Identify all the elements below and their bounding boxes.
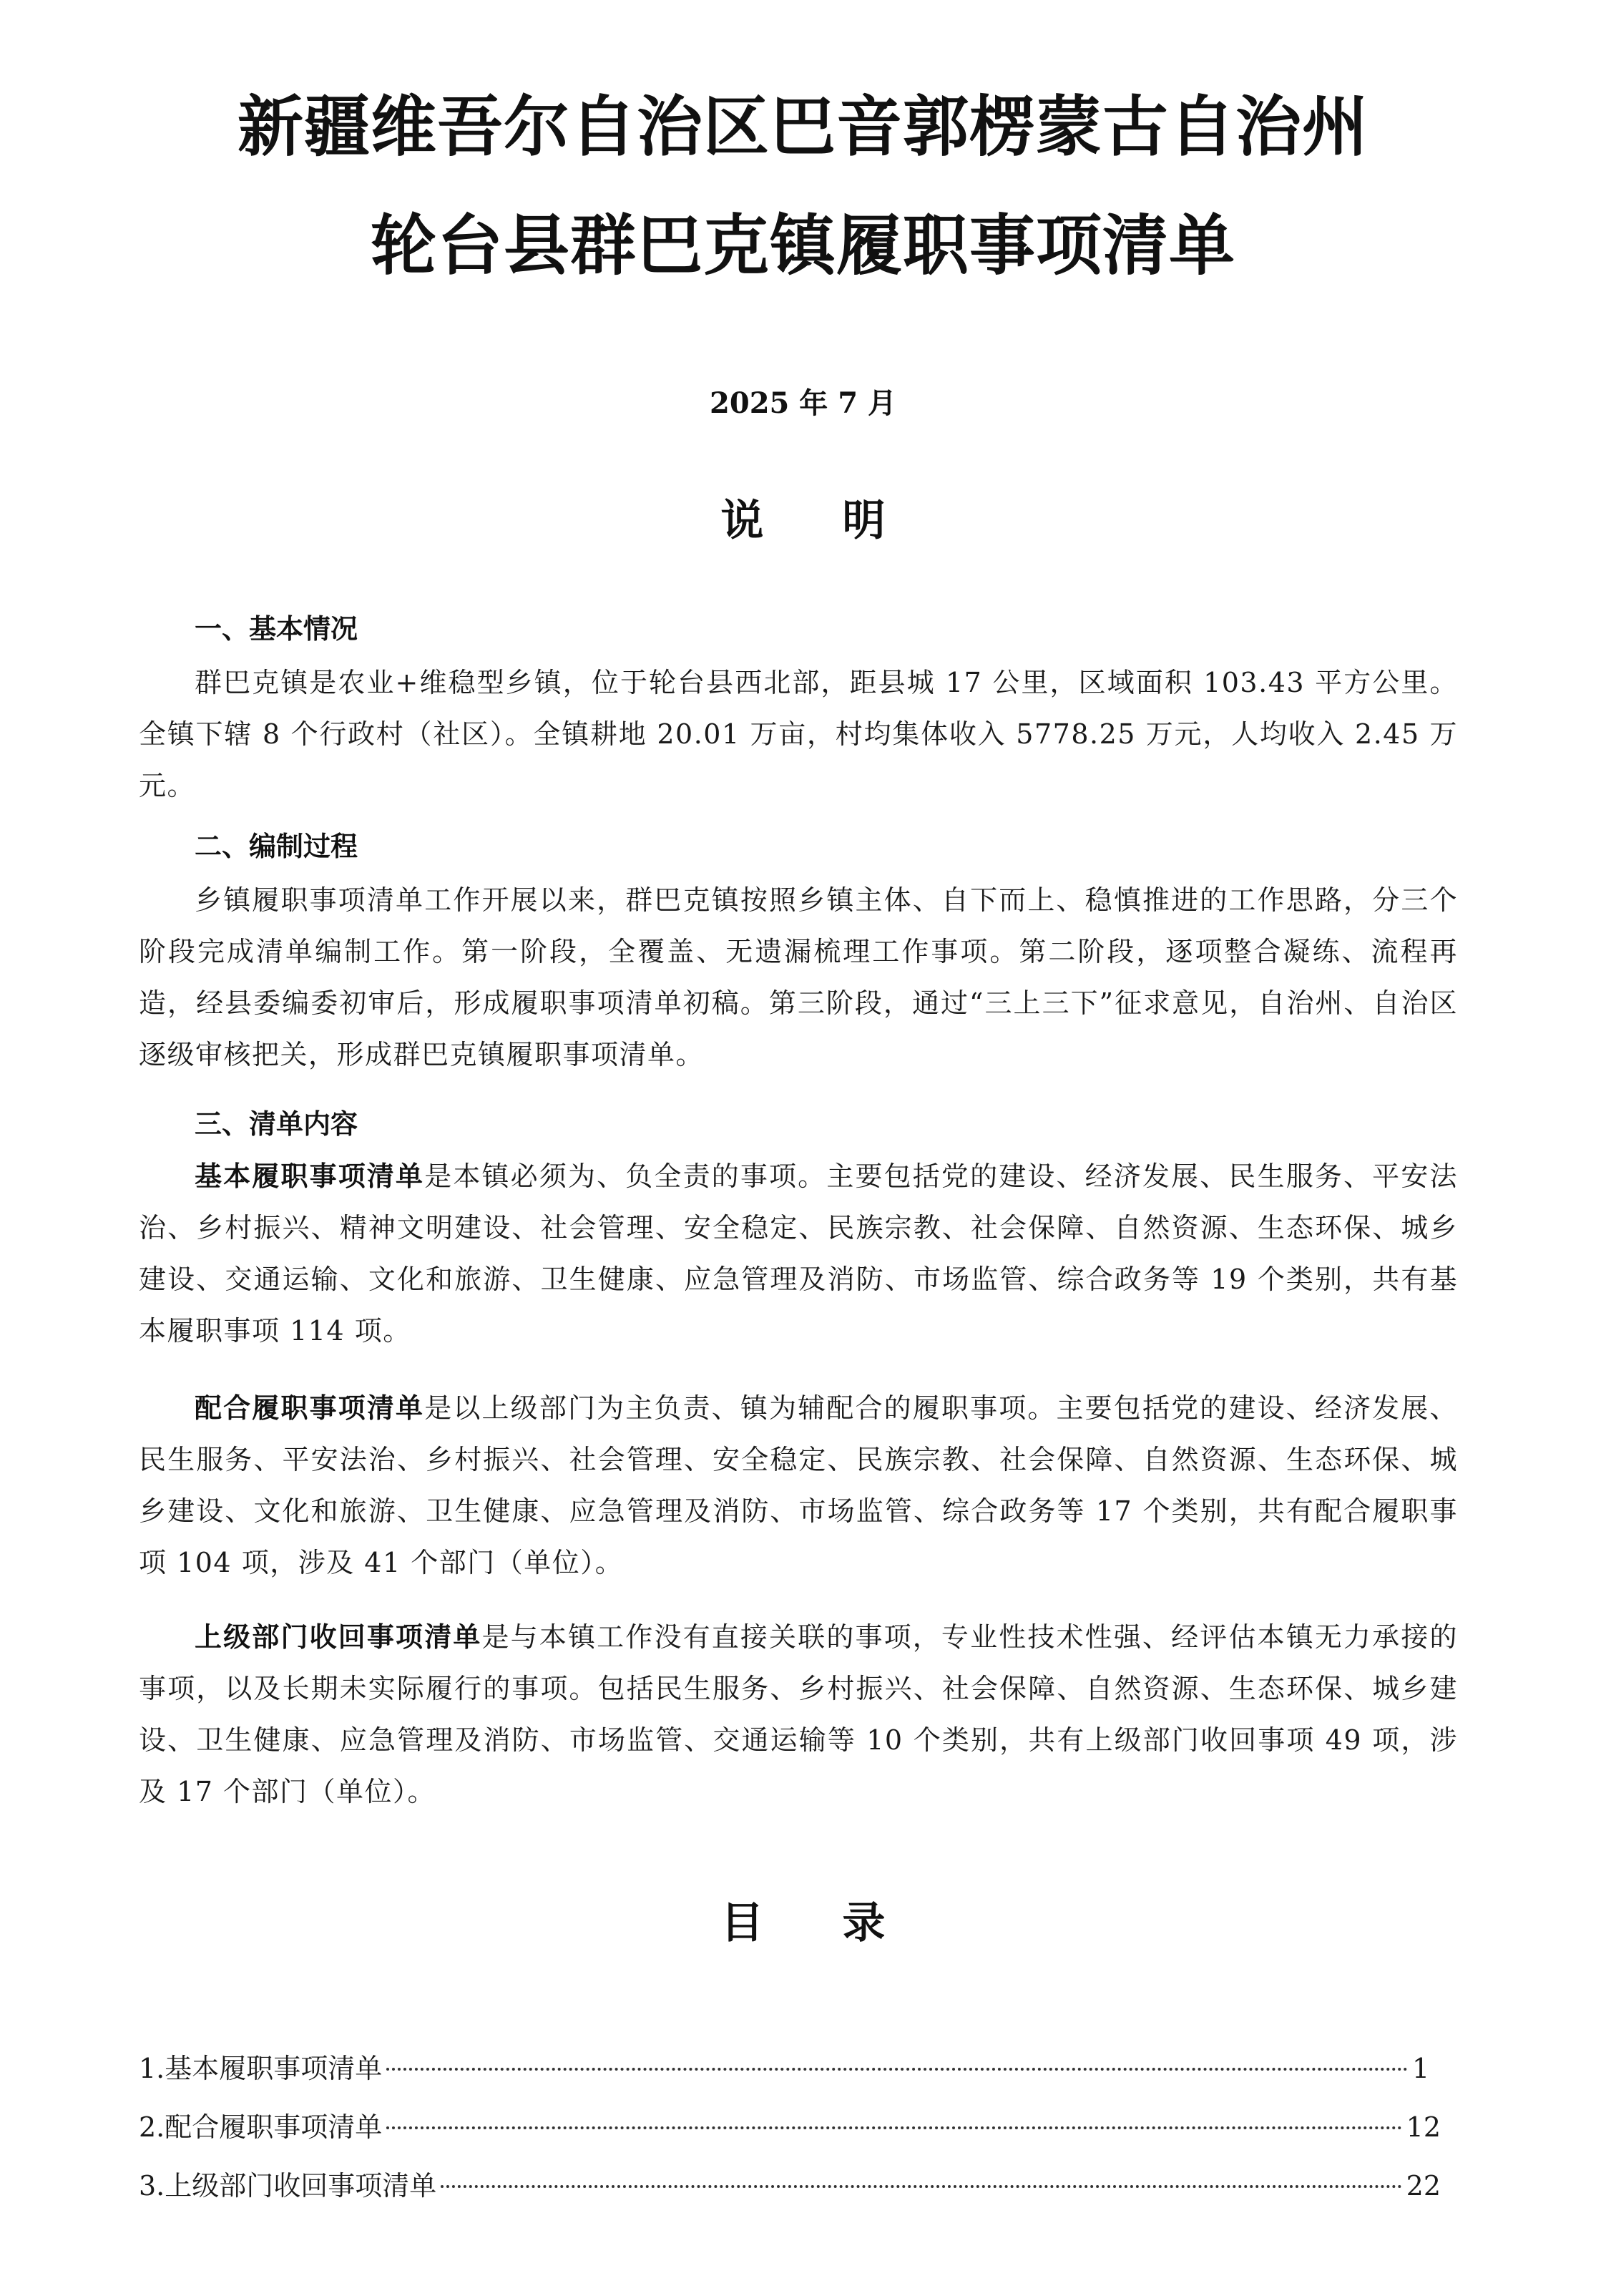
toc-leader-dots bbox=[386, 2068, 1408, 2071]
paragraph-cooperative-duties bbox=[139, 1382, 1458, 1588]
paragraph-recalled-items bbox=[139, 1611, 1458, 1817]
toc-item-page: 22 bbox=[1406, 2170, 1441, 2202]
section-heading-compilation-process: 二、编制过程 bbox=[195, 831, 358, 862]
toc-item[interactable] bbox=[139, 2164, 1441, 2202]
explanation-heading: 说明 bbox=[720, 496, 964, 546]
paragraph-lead-cooperative-duties: 配合履职事项清单 bbox=[195, 1392, 425, 1424]
toc-heading: 目录 bbox=[720, 1898, 964, 1948]
paragraph-text-cooperative-duties: 是以上级部门为主负责、镇为辅配合的履职事项。主要包括党的建设、经济发展、民生服务、平安法治、乡村振兴、社会管理、安全稳定、民族宗教、社会保障、自然资源、生态环保、城乡建设、文化和旅游、卫生健康、应急管理及消防、市场监管、综合政务等 17 个类别，共有配合履职事项 104 项，涉及 41 个部门（单位）。 bbox=[139, 1392, 1458, 1578]
paragraph-lead-recalled-items: 上级部门收回事项清单 bbox=[195, 1621, 482, 1653]
document-title-line-1: 新疆维吾尔自治区巴音郭楞蒙古自治州 bbox=[237, 89, 1368, 165]
toc-item-page: 12 bbox=[1406, 2111, 1441, 2143]
paragraph-lead-basic-duties: 基本履职事项清单 bbox=[195, 1161, 425, 1192]
toc-item[interactable] bbox=[139, 2105, 1441, 2141]
toc-item-label: 2.配合履职事项清单 bbox=[139, 2111, 383, 2143]
paragraph-text-basic-duties: 是本镇必须为、负全责的事项。主要包括党的建设、经济发展、民生服务、平安法治、乡村振兴、精神文明建设、社会管理、安全稳定、民族宗教、社会保障、自然资源、生态环保、城乡建设、交通运输、文化和旅游、卫生健康、应急管理及消防、市场监管、综合政务等 19 个类别，共有基本履职事项 114 项。 bbox=[139, 1161, 1458, 1347]
paragraph-basic-duties bbox=[139, 1151, 1458, 1357]
toc-item[interactable] bbox=[139, 2046, 1441, 2082]
toc-item-label: 1.基本履职事项清单 bbox=[139, 2053, 383, 2084]
document-title-line-2: 轮台县群巴克镇履职事项清单 bbox=[370, 207, 1235, 284]
paragraph-compilation-process: 乡镇履职事项清单工作开展以来，群巴克镇按照乡镇主体、自下而上、稳慎推进的工作思路，分三个阶段完成清单编制工作。第一阶段，全覆盖、无遗漏梳理工作事项。第二阶段，逐项整合凝练、流程再造，经县委编委初审后，形成履职事项清单初稿。第三阶段，通过“三上三下”征求意见，自治州、自治区逐级审核把关，形成群巴克镇履职事项清单。 bbox=[139, 884, 1458, 1070]
toc-item-label: 3.上级部门收回事项清单 bbox=[139, 2170, 437, 2202]
section-heading-basic-situation: 一、基本情况 bbox=[195, 613, 358, 645]
toc-item-page: 1 bbox=[1412, 2053, 1430, 2084]
toc-leader-dots bbox=[386, 2126, 1401, 2129]
document-date: 2025 年 7 月 bbox=[710, 386, 896, 420]
paragraph-text-recalled-items: 是与本镇工作没有直接关联的事项，专业性技术性强、经评估本镇无力承接的事项，以及长期未实际履行的事项。包括民生服务、乡村振兴、社会保障、自然资源、生态环保、城乡建设、卫生健康、应急管理及消防、市场监管、交通运输等 10 个类别，共有上级部门收回事项 49 项，涉及 17 个部门（单位）。 bbox=[139, 1621, 1458, 1807]
section-heading-list-content: 三、清单内容 bbox=[195, 1108, 358, 1140]
paragraph-basic-situation: 群巴克镇是农业+维稳型乡镇，位于轮台县西北部，距县城 17 公里，区域面积 103.43 平方公里。全镇下辖 8 个行政村（社区）。全镇耕地 20.01 万亩，村均集体收入 5778.25 万元，人均收入 2.45 万元。 bbox=[139, 667, 1458, 801]
toc-leader-dots bbox=[441, 2185, 1401, 2188]
